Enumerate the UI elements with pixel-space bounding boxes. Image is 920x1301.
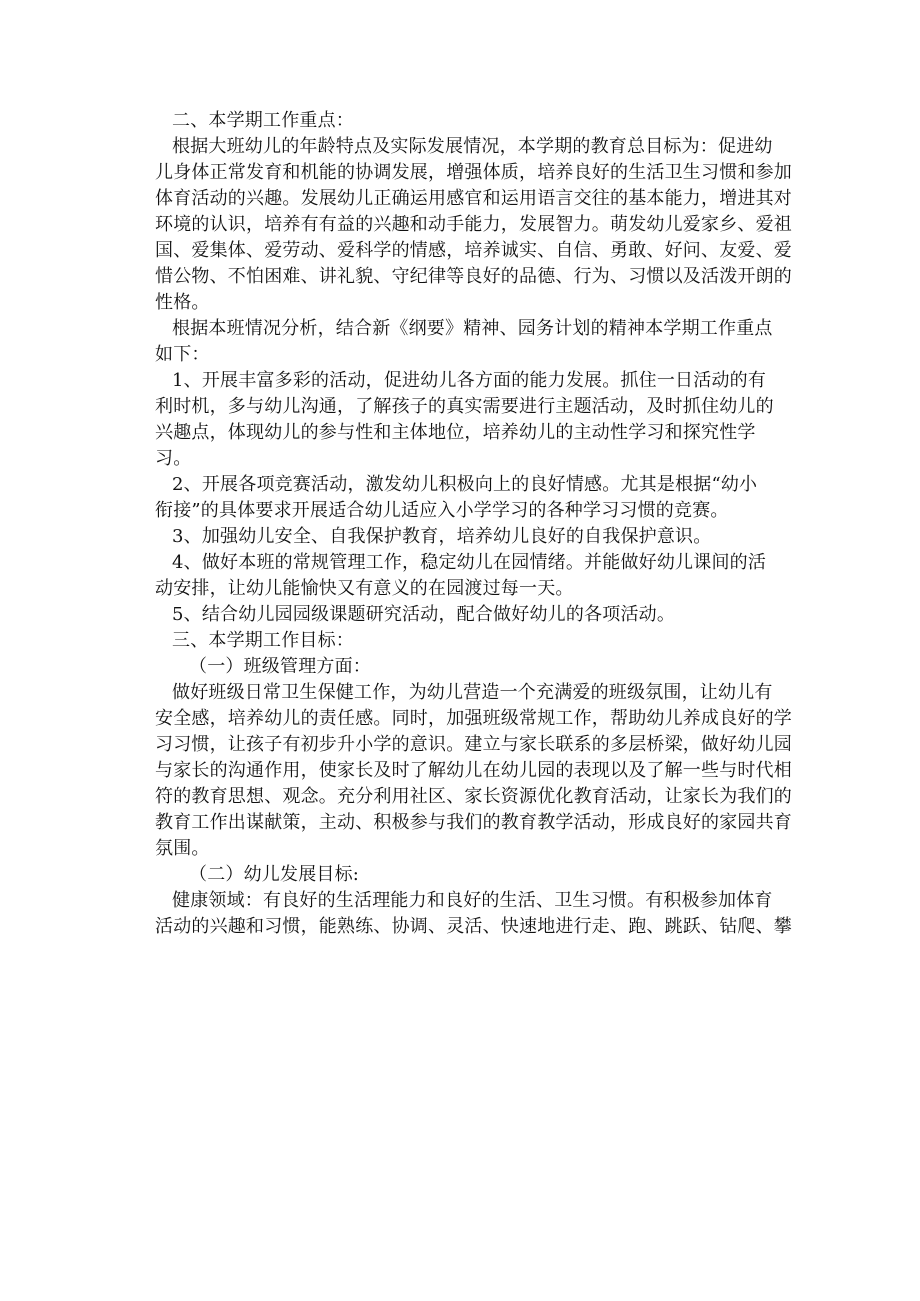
section-heading-3	[172, 628, 784, 654]
text-line: 与家长的沟通作用，使家长及时了解幼儿在幼儿园的表现以及了解一些与时代相	[155, 760, 792, 781]
paragraph-analysis	[155, 316, 784, 368]
subsection-heading-2	[172, 862, 784, 888]
text-line: 衔接”的具体要求开展适合幼儿适应入小学学习的各种学习习惯的竞赛。	[155, 500, 729, 521]
text-line: 惜公物、不怕困难、讲礼貌、守纪律等良好的品德、行为、习惯以及活泼开朗的	[155, 266, 792, 287]
text-line: 健康领域：有良好的生活理能力和良好的生活、卫生习惯。有积极参加体育	[172, 890, 773, 911]
text-line: 2、开展各项竞赛活动，激发幼儿积极向上的良好情感。尤其是根据“幼小	[172, 474, 758, 495]
heading-text: （一）班级管理方面：	[189, 656, 371, 677]
text-line: 利时机，多与幼儿沟通，了解孩子的真实需要进行主题活动，及时抓住幼儿的	[155, 396, 774, 417]
text-line: 习。	[155, 448, 192, 469]
text-line: 氛围。	[155, 838, 210, 859]
heading-text: 三、本学期工作目标：	[172, 630, 354, 651]
text-line: 1、开展丰富多彩的活动，促进幼儿各方面的能力发展。抓住一日活动的有	[172, 370, 767, 391]
text-line: 性格。	[155, 292, 210, 313]
text-line: 儿身体正常发育和机能的协调发展，增强体质，培养良好的生活卫生习惯和参加	[155, 162, 792, 183]
paragraph-health	[155, 888, 792, 940]
text-line: 活动的兴趣和习惯，能熟练、协调、灵活、快速地进行走、跑、跳跃、钻爬、攀	[155, 916, 792, 937]
text-line: 兴趣点，体现幼儿的参与性和主体地位，培养幼儿的主动性学习和探究性学	[155, 422, 756, 443]
heading-text: （二）幼儿发展目标:	[189, 864, 360, 885]
subsection-heading-1	[172, 654, 784, 680]
text-line: 3、加强幼儿安全、自我保护教育，培养幼儿良好的自我保护意识。	[172, 526, 712, 547]
text-line: 习习惯，让孩子有初步升小学的意识。建立与家长联系的多层桥梁，做好幼儿园	[155, 734, 792, 755]
text-line: 体育活动的兴趣。发展幼儿正确运用感官和运用语言交往的基本能力，增进其对	[155, 188, 792, 209]
paragraph-goals	[155, 134, 792, 316]
text-line: 符的教育思想、观念。充分利用社区、家长资源优化教育活动，让家长为我们的	[155, 786, 792, 807]
paragraph-class-management	[155, 680, 792, 862]
text-line: 教育工作出谋献策，主动、积极参与我们的教育教学活动，形成良好的家园共育	[155, 812, 792, 833]
text-line: 如下：	[155, 344, 210, 365]
section-heading-2	[172, 108, 784, 134]
list-item-3	[172, 524, 784, 550]
text-line: 根据本班情况分析，结合新《纲要》精神、园务计划的精神本学期工作重点	[172, 318, 773, 339]
text-line: 安全感，培养幼儿的责任感。同时，加强班级常规工作，帮助幼儿养成良好的学	[155, 708, 792, 729]
list-item-5	[172, 602, 784, 628]
heading-text: 二、本学期工作重点：	[172, 110, 354, 131]
list-item-1	[155, 368, 784, 472]
text-line: 5、结合幼儿园园级课题研究活动，配合做好幼儿的各项活动。	[172, 604, 676, 625]
text-line: 国、爱集体、爱劳动、爱科学的情感，培养诚实、自信、勇敢、好问、友爱、爱	[155, 240, 792, 261]
text-line: 动安排，让幼儿能愉快又有意义的在园渡过每一天。	[155, 578, 574, 599]
text-line: 环境的认识，培养有有益的兴趣和动手能力，发展智力。萌发幼儿爱家乡、爱祖	[155, 214, 792, 235]
document-body	[155, 108, 792, 940]
text-line: 4、做好本班的常规管理工作，稳定幼儿在园情绪。并能做好幼儿课间的活	[172, 552, 767, 573]
text-line: 做好班级日常卫生保健工作，为幼儿营造一个充满爱的班级氛围，让幼儿有	[172, 682, 773, 703]
list-item-4	[155, 550, 784, 602]
text-line: 根据大班幼儿的年龄特点及实际发展情况，本学期的教育总目标为：促进幼	[172, 136, 773, 157]
list-item-2	[155, 472, 784, 524]
